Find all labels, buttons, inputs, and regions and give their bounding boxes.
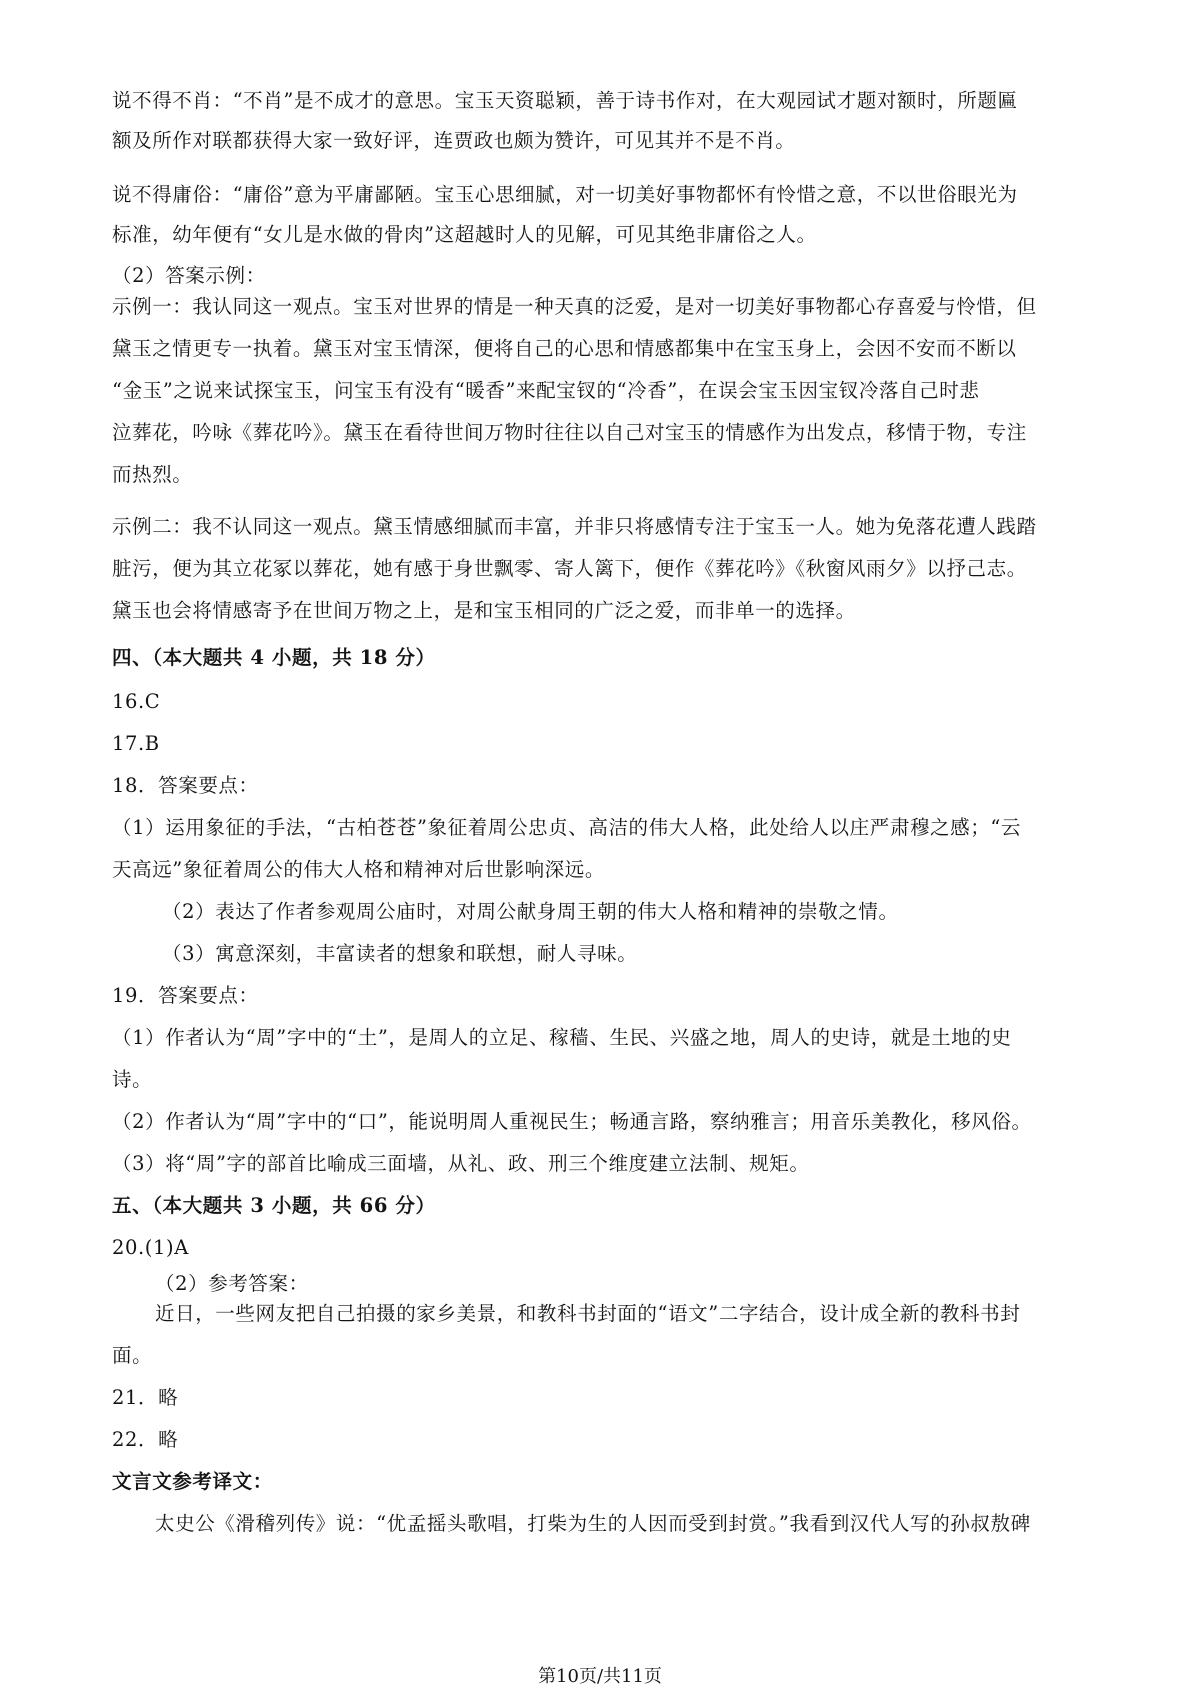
- text-line: 标准，幼年便有“女儿是水做的骨肉”这超越时人的见解，可见其绝非庸俗之人。: [112, 223, 817, 246]
- answer-line: 21．略: [112, 1386, 179, 1409]
- text-line: “金玉”之说来试探宝玉，问宝玉有没有“暖香”来配宝钗的“冷香”，在误会宝玉因宝钗冷落自己时悲: [112, 379, 980, 402]
- text-line: 示例一：我认同这一观点。宝玉对世界的情是一种天真的泛爱，是对一切美好事物都心存喜爱与怜惜，但: [112, 295, 1037, 318]
- text-line: 天高远”象征着周公的伟大人格和精神对后世影响深远。: [112, 858, 605, 881]
- text-line: （1）运用象征的手法，“古柏苍苍”象征着周公忠贞、高洁的伟大人格，此处给人以庄严肃穆之感；“云: [112, 816, 1022, 839]
- text-line: 脏污，便为其立花冢以葬花，她有感于身世飘零、寄人篱下，便作《葬花吟》《秋窗风雨夕》以抒己志。: [112, 557, 1027, 580]
- text-line: （2）作者认为“周”字中的“口”，能说明周人重视民生；畅通言路，察纳雅言；用音乐美教化，移风俗。: [112, 1110, 1032, 1133]
- text-line: 额及所作对联都获得大家一致好评，连贾政也颇为赞许，可见其并不是不肖。: [112, 129, 796, 152]
- text-line: 太史公《滑稽列传》说：“优孟摇头歌唱，打柴为生的人因而受到封赏。”我看到汉代人写的孙叔敖碑: [155, 1512, 1031, 1535]
- answer-line: 22．略: [112, 1428, 179, 1451]
- text-line: 黛玉也会将情感寄予在世间万物之上，是和宝玉相同的广泛之爱，而非单一的选择。: [112, 599, 856, 622]
- section-heading: 文言文参考译文：: [112, 1470, 273, 1493]
- text-line: （2）答案示例：: [112, 264, 266, 287]
- text-line: 18．答案要点：: [112, 774, 259, 797]
- answer-line: 17.B: [112, 732, 160, 755]
- answer-line: 16.C: [112, 690, 161, 713]
- text-line: （2）表达了作者参观周公庙时，对周公献身周王朝的伟大人格和精神的崇敬之情。: [162, 900, 899, 923]
- text-line: 面。: [112, 1344, 153, 1367]
- text-line: 19．答案要点：: [112, 984, 259, 1007]
- text-line: 示例二：我不认同这一观点。黛玉情感细腻而丰富，并非只将感情专注于宝玉一人。她为免落花遭人践踏: [112, 515, 1037, 538]
- section-heading: 四、（本大题共 4 小题，共 18 分）: [112, 646, 436, 669]
- text-line: 黛玉之情更专一执着。黛玉对宝玉情深，便将自己的心思和情感都集中在宝玉身上，会因不安而不断以: [112, 337, 1017, 360]
- answer-line: 20.(1)A: [112, 1236, 189, 1259]
- text-line: 而热烈。: [112, 463, 193, 486]
- page-number: 第10页/共11页: [538, 1666, 662, 1687]
- text-line: 诗。: [112, 1068, 153, 1091]
- text-line: （2）参考答案：: [155, 1272, 309, 1295]
- text-line: 说不得不肖：“不肖”是不成才的意思。宝玉天资聪颖，善于诗书作对，在大观园试才题对额时，所题匾: [112, 89, 1018, 112]
- text-line: （1）作者认为“周”字中的“土”，是周人的立足、稼穑、生民、兴盛之地，周人的史诗，就是土地的史: [112, 1026, 1012, 1049]
- text-line: 说不得庸俗：“庸俗”意为平庸鄙陋。宝玉心思细腻，对一切美好事物都怀有怜惜之意，不以世俗眼光为: [112, 183, 1018, 206]
- text-line: （3）寓意深刻，丰富读者的想象和联想，耐人寻味。: [162, 942, 638, 965]
- text-line: 泣葬花，吟咏《葬花吟》。黛玉在看待世间万物时往往以自己对宝玉的情感作为出发点，移情于物，专注: [112, 421, 1027, 444]
- text-line: （3）将“周”字的部首比喻成三面墙，从礼、政、刑三个维度建立法制、规矩。: [112, 1152, 810, 1175]
- section-heading: 五、（本大题共 3 小题，共 66 分）: [112, 1194, 436, 1217]
- text-line: 近日，一些网友把自己拍摄的家乡美景，和教科书封面的“语文”二字结合，设计成全新的教科书封: [155, 1302, 1021, 1325]
